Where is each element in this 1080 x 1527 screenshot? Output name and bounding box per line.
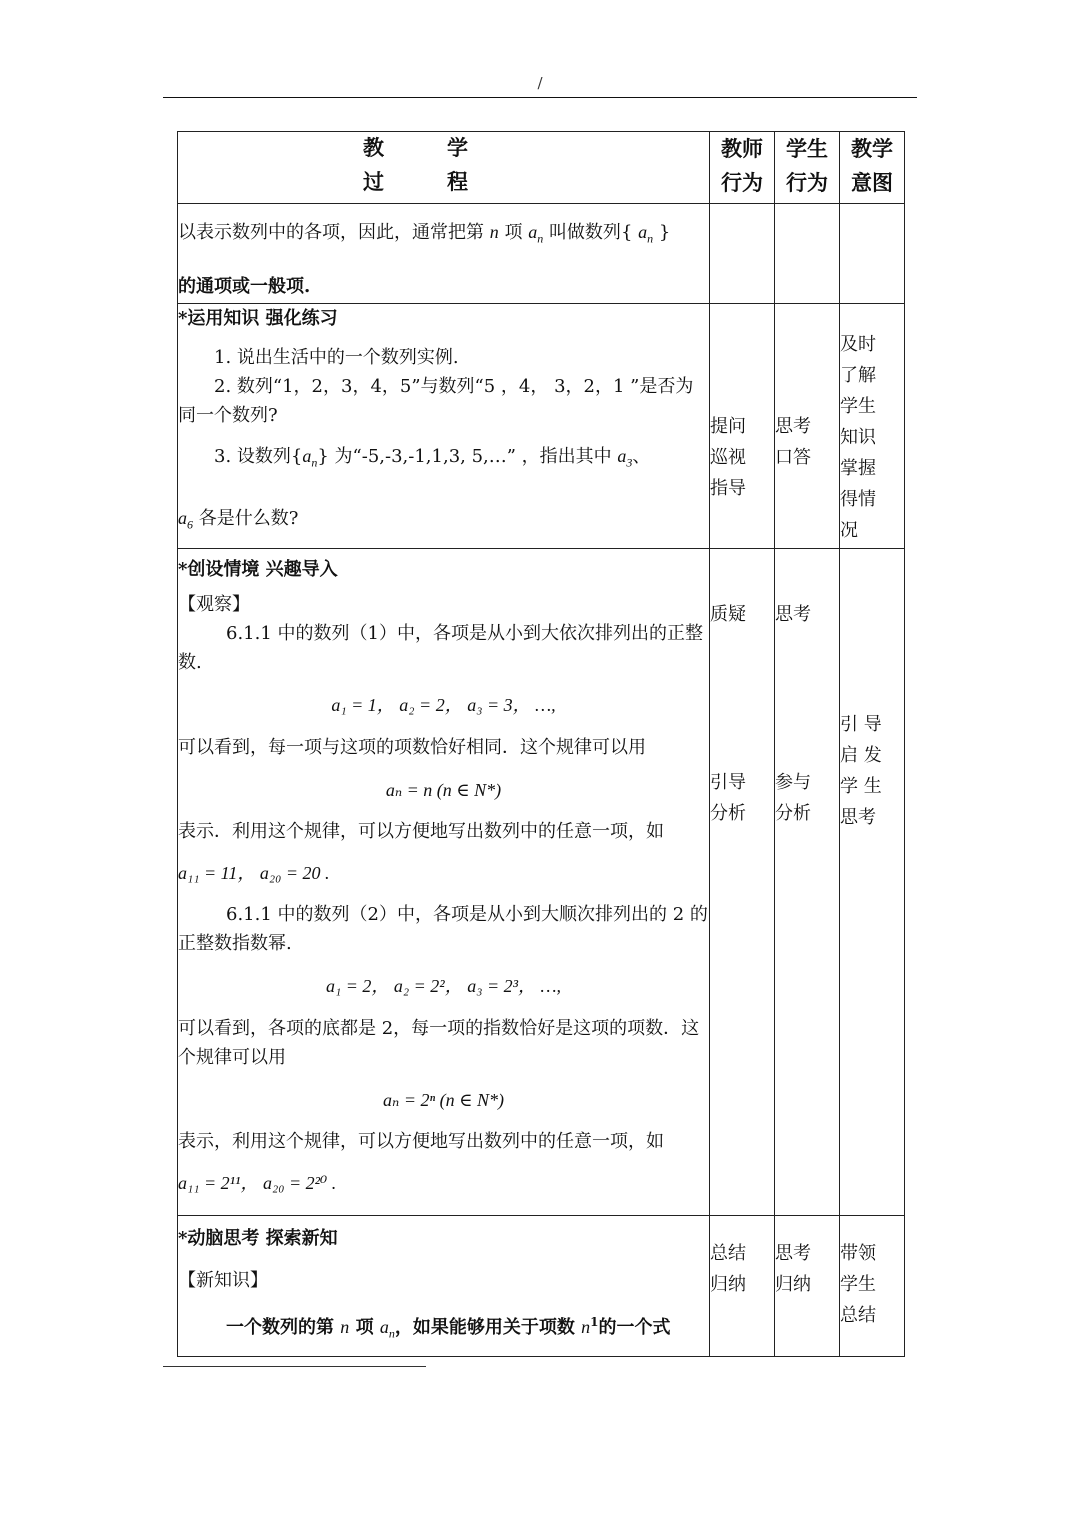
row4-content	[178, 1216, 710, 1357]
row3-p1: 6.1.1 中的数列（1）中，各项是从小到大依次排列出的正整数.	[178, 623, 703, 673]
row2-q1: 1. 说出生活中的一个数列实例.	[214, 347, 459, 368]
table-row	[178, 549, 905, 1216]
row4-line: 一个数列的第 n 项 $a_n$，如果能够用关于项数 $n^1$的一个式	[226, 1315, 671, 1341]
row1-line1: 以表示数列中的各项，因此，通常把第 n 项 $a_n$ 叫做数列{ $a_n$ }	[178, 222, 671, 246]
row3-p4: 6.1.1 中的数列（2）中，各项是从小到大顺次排列出的 2 的正整数指数幂.	[178, 904, 708, 954]
row3-eq3: a₁₁ = 11， a₂₀ = 20 .	[178, 863, 330, 883]
row4-teacher: 总结 归纳	[710, 1216, 775, 1357]
header-student: 学生 行为	[775, 132, 840, 204]
row2-q2: 2. 数列“1，2，3，4，5”与数列“5 ，4， 3，2，1 ”是否为同一个数列?	[178, 376, 694, 426]
row2-student: 思考 口答	[775, 304, 840, 549]
page-header-mark: /	[537, 74, 543, 92]
table-row	[178, 204, 905, 304]
row3-eq1: a₁ = 1， a₂ = 2， a₃ = 3， …,	[331, 695, 556, 715]
row2-q3: 3. 设数列$\{a_n\}$ 为“-5,-3,-1,1,3, 5,…” ，指出其中 $a_3$、	[214, 446, 651, 470]
row3-eq2: aₙ = n (n ∈ N*)	[385, 780, 502, 800]
row3-p6: 表示，利用这个规律，可以方便地写出数列中的任意一项，如	[178, 1131, 664, 1152]
row3-p3: 表示．利用这个规律，可以方便地写出数列中的任意一项，如	[178, 821, 664, 842]
row2-content	[178, 304, 710, 549]
table-row	[178, 304, 905, 549]
row4-student: 思考 归纳	[775, 1216, 840, 1357]
row1-intent	[840, 204, 905, 304]
table-header-row	[178, 132, 905, 204]
row3-title: *创设情境 兴趣导入	[178, 559, 338, 580]
row3-teacher: 质疑 引导 分析	[710, 549, 775, 1216]
row3-p2: 可以看到，每一项与这项的项数恰好相同．这个规律可以用	[178, 737, 646, 758]
lesson-table	[177, 131, 905, 1357]
row3-student: 思考 参与 分析	[775, 549, 840, 1216]
row3-content	[178, 549, 710, 1216]
row2-intent: 及时 了解 学生 知识 掌握 得情 况	[840, 304, 905, 549]
row1-content	[178, 204, 710, 304]
header-process: 教 学 过 程	[178, 132, 710, 204]
footnote-rule	[163, 1366, 426, 1367]
row4-title: *动脑思考 探索新知	[178, 1228, 338, 1249]
header-teacher: 教师 行为	[710, 132, 775, 204]
table-row	[178, 1216, 905, 1357]
row3-eq5: aₙ = 2ⁿ (n ∈ N*)	[383, 1090, 504, 1110]
row2-title: *运用知识 强化练习	[178, 308, 338, 329]
row4-intent: 带领 学生 总结	[840, 1216, 905, 1357]
row1-teacher	[710, 204, 775, 304]
row3-eq4: a₁ = 2， a₂ = 2²， a₃ = 2³， …,	[325, 976, 561, 996]
row1-student	[775, 204, 840, 304]
row3-intent: 引 导 启 发 学 生 思考	[840, 549, 905, 1216]
row3-observe: 【观察】	[178, 594, 250, 615]
row2-teacher: 提问 巡视 指导	[710, 304, 775, 549]
row3-eq6: a₁₁ = 2¹¹， a₂₀ = 2²⁰ .	[178, 1173, 337, 1193]
header-rule	[163, 97, 917, 98]
row2-q3-line2: $a_6$ 各是什么数?	[178, 507, 299, 532]
header-intent: 教学 意图	[840, 132, 905, 204]
row3-p5: 可以看到，各项的底都是 2，每一项的指数恰好是这项的项数．这个规律可以用	[178, 1018, 700, 1068]
row1-line2: 的通项或一般项.	[178, 275, 311, 297]
row4-new-knowledge: 【新知识】	[178, 1270, 268, 1291]
